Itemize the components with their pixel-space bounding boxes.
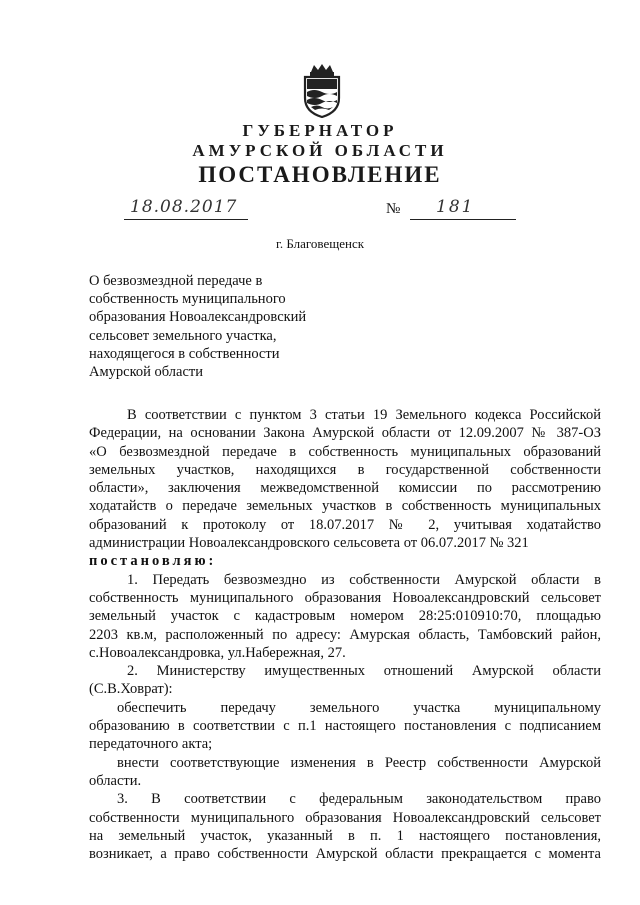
body-line: (С.В.Ховрат): [89, 681, 173, 698]
number-field [410, 197, 516, 220]
body-line: администрации Новоалександровского сельсовета от 06.07.2017 № 321 [89, 535, 529, 552]
body-line: 3. В соответствии с федеральным законодательством право [117, 791, 601, 808]
body-line: на земельный участок, указанный в п. 1 настоящего постановления, [89, 827, 601, 844]
city-label: г. Благовещенск [275, 236, 365, 251]
coat-of-arms-emblem [299, 62, 345, 118]
body-line: «О безвозмездной передаче в собственность муниципальных образований [89, 443, 601, 460]
document-body [89, 406, 601, 863]
subject-line: находящегося в собственности [89, 345, 280, 362]
body-line: области. [89, 772, 142, 789]
body-line: образований к протоколу от 18.07.2017 № 2, учитывая ходатайство [89, 516, 601, 533]
body-line: образованию в соответствии с п.1 настоящего постановления с подписанием [89, 718, 601, 735]
subject-line: образования Новоалександровский [89, 309, 307, 326]
subject-line: Амурской области [89, 364, 203, 381]
number-label: № [386, 201, 401, 217]
resolution-word: постановляю: [89, 553, 217, 570]
body-line: передаточного акта; [89, 736, 213, 753]
body-line: В соответствии с пунктом 3 статьи 19 Земельного кодекса Российской [127, 407, 601, 423]
document-type-title: ПОСТАНОВЛЕНИЕ [198, 162, 442, 187]
number-value: 181 [436, 197, 475, 217]
body-line: земельных участков, находящихся в государственной собственности [89, 461, 601, 478]
body-line: с.Новоалександровка, ул.Набережная, 27. [89, 644, 346, 661]
body-line: 2203 кв.м, расположенный по адресу: Амурская область, Тамбовский район, [89, 626, 601, 643]
body-line: 2. Министерству имущественных отношений Амурской области [127, 663, 601, 680]
body-line: земельный участок с кадастровым номером 28:25:010910:70, площадью [89, 608, 601, 625]
body-line: Федерации, на основании Закона Амурской области от 12.09.2007 № 387-ОЗ [89, 425, 601, 442]
body-line: ходатайств о передаче земельных участков в собственность муниципальных [89, 498, 601, 515]
governor-title: ГУБЕРНАТОР [242, 121, 398, 140]
body-line: внести соответствующие изменения в Реестр собственности Амурской [117, 754, 601, 771]
subject-line: О безвозмездной передаче в [89, 273, 263, 289]
date-value: 18.08.2017 [130, 197, 238, 217]
body-line: собственности муниципального образования Новоалександровский сельсовет [89, 809, 601, 826]
body-line: возникает, а право собственности Амурской области прекращается с момента [89, 846, 601, 863]
body-line: области», заключения межведомственной комиссии по рассмотрению [89, 480, 601, 497]
body-line: обеспечить передачу земельного участка муниципальному [117, 699, 601, 716]
subject-line: собственность муниципального [89, 291, 286, 308]
body-line: собственность муниципального образования Новоалександровский сельсовет [89, 589, 601, 606]
region-title: АМУРСКОЙ ОБЛАСТИ [192, 141, 448, 160]
body-line: 1. Передать безвозмездно из собственности Амурской области в [127, 571, 601, 588]
subject-line: сельсовет земельного участка, [89, 327, 277, 344]
date-field [124, 197, 248, 220]
subject-block [89, 272, 389, 381]
